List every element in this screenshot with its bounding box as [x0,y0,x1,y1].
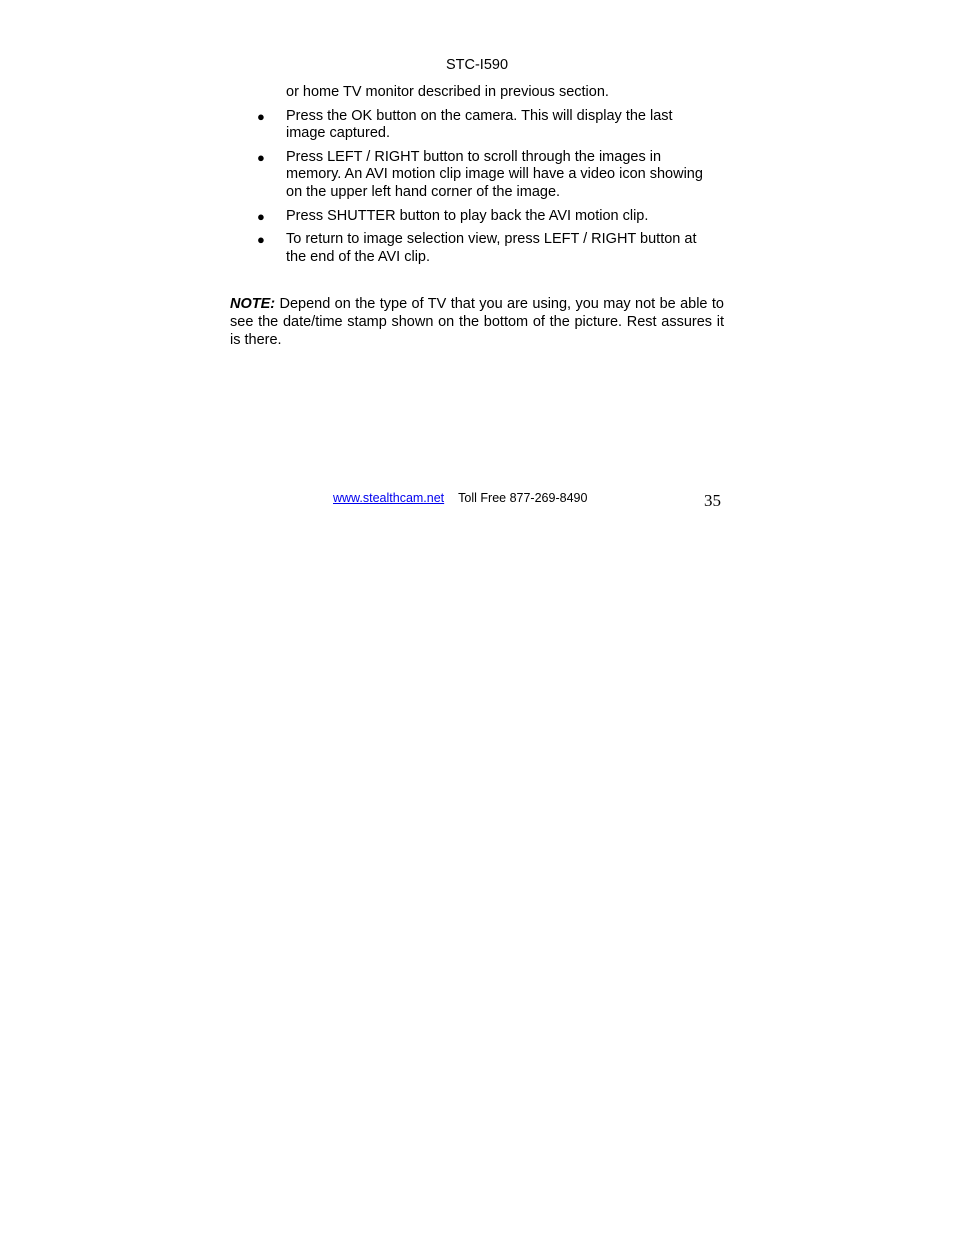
bullet-icon: ● [257,149,265,165]
bullet-icon: ● [257,208,265,224]
continuation-text: or home TV monitor described in previous section. [286,84,609,100]
bullet-icon: ● [257,232,265,248]
list-item [230,231,724,266]
note-label: NOTE: [230,296,276,313]
note-paragraph [230,296,724,349]
list-item [230,208,724,226]
website-link[interactable]: www.stealthcam.net [333,491,445,505]
list-item-text: Press LEFT / RIGHT button to scroll through the images in memory. An AVI motion clip image will have a video icon showing on the upper left hand corner of the image. [286,148,703,200]
list-item [230,149,724,202]
list-item-text: Press the OK button on the camera. This will display the last image captured. [286,107,673,142]
page-content [230,84,724,364]
list-item-text: To return to image selection view, press LEFT / RIGHT button at the end of the AVI clip. [286,231,697,265]
instruction-list [230,108,724,267]
note-text: Depend on the type of TV that you are using, you may not be able to see the date/time stamp shown on the bottom of the picture. Rest assures it is there. [230,296,724,348]
list-item-text: Press SHUTTER button to play back the AVI motion clip. [286,207,649,224]
list-item [230,108,724,143]
page-footer [333,490,587,506]
toll-free-number: Toll Free 877-269-8490 [458,491,588,505]
page-header-model: STC-I590 [445,57,509,73]
bullet-icon: ● [257,108,265,124]
page-number: 35 [704,491,721,510]
